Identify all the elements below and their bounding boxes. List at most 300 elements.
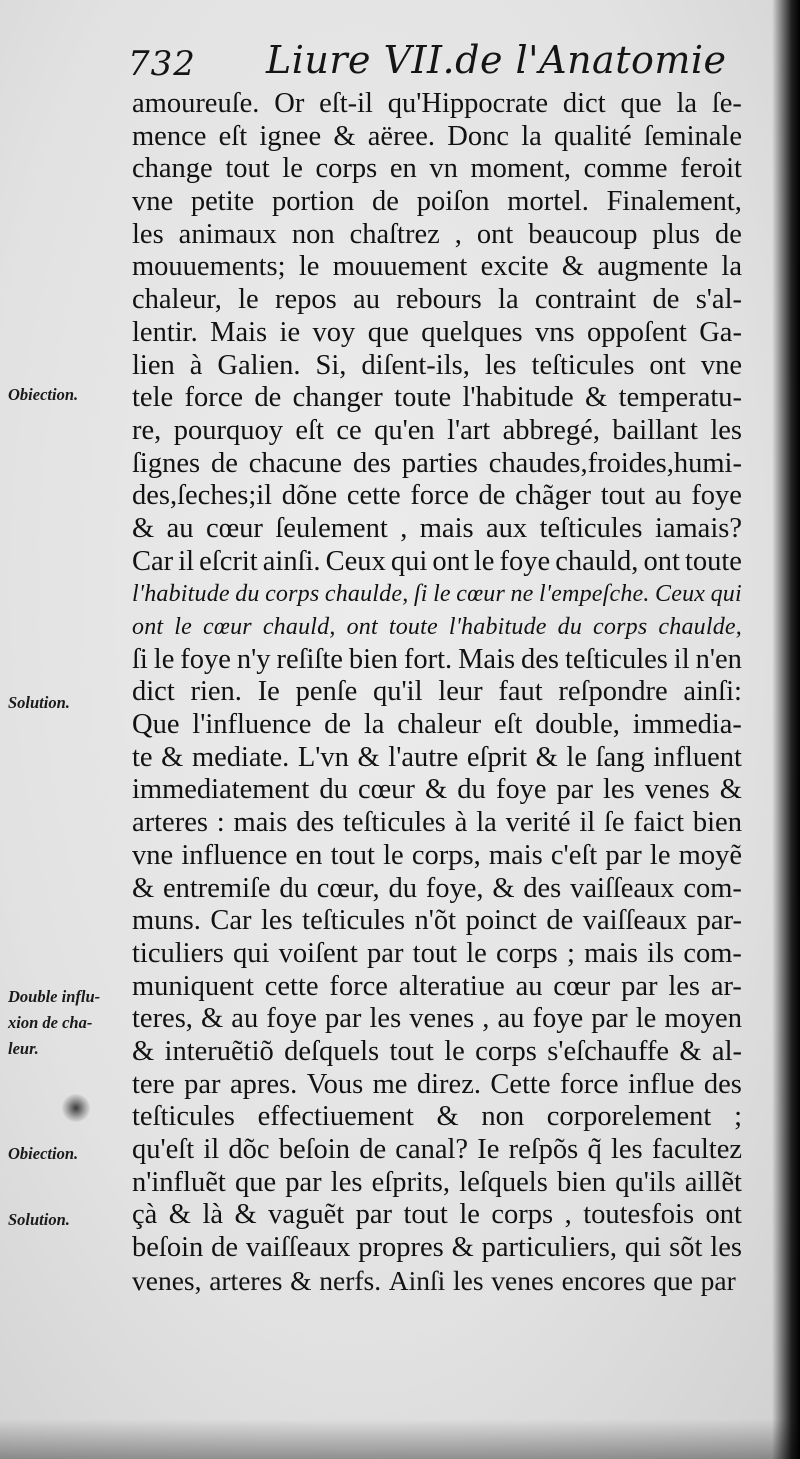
word: Ceux bbox=[325, 545, 386, 577]
word: eſprit bbox=[466, 741, 528, 773]
word: au bbox=[353, 284, 380, 316]
word: Mais bbox=[458, 643, 516, 675]
word: vne bbox=[132, 186, 174, 218]
word: al- bbox=[711, 1035, 742, 1067]
word: ſeminale bbox=[643, 120, 742, 152]
word: tout bbox=[403, 1199, 448, 1231]
word: corps bbox=[475, 1035, 537, 1067]
word: au bbox=[654, 480, 682, 512]
word: du bbox=[279, 872, 308, 904]
word: Ainſi bbox=[388, 1264, 446, 1296]
word: foye, bbox=[425, 872, 484, 904]
word: le bbox=[444, 1035, 465, 1067]
word: qu'Hippocrate bbox=[387, 88, 549, 119]
word: corps bbox=[315, 153, 378, 185]
word: il bbox=[579, 807, 596, 839]
word: de bbox=[715, 218, 742, 250]
word: les bbox=[668, 970, 700, 1002]
word: les bbox=[710, 414, 742, 446]
text-line bbox=[132, 1003, 742, 1036]
word: foye bbox=[495, 774, 547, 806]
word: moyẽ bbox=[678, 839, 742, 871]
word: , bbox=[482, 1003, 490, 1035]
word: il bbox=[203, 1134, 220, 1165]
word: influence bbox=[181, 839, 288, 871]
word: chaulde, bbox=[324, 581, 409, 608]
word: Ga- bbox=[699, 316, 742, 348]
word: mais bbox=[419, 512, 474, 544]
word: les bbox=[369, 1003, 402, 1035]
word: par- bbox=[696, 905, 742, 937]
word: aux bbox=[486, 512, 528, 544]
word: par bbox=[621, 970, 658, 1002]
word: & bbox=[290, 1264, 312, 1296]
word: de bbox=[254, 382, 282, 414]
word: beſoin bbox=[132, 1232, 204, 1264]
word: ſang bbox=[595, 741, 645, 773]
word: chauld, bbox=[555, 545, 639, 577]
word: tout bbox=[600, 480, 646, 512]
word: cœur bbox=[205, 512, 263, 544]
word: vaguẽt bbox=[268, 1199, 345, 1231]
word: parties bbox=[401, 447, 478, 479]
word: ſi bbox=[413, 581, 428, 608]
word: & bbox=[679, 1035, 702, 1067]
word: plus bbox=[652, 218, 701, 250]
text-line bbox=[132, 1167, 742, 1200]
word: la bbox=[363, 709, 385, 741]
word: ; bbox=[566, 937, 575, 969]
word: & bbox=[333, 120, 356, 152]
word: mais bbox=[233, 807, 288, 839]
word: foye bbox=[532, 1003, 584, 1035]
word: mediate. bbox=[191, 741, 290, 773]
word: lentir. bbox=[132, 316, 198, 348]
word: de bbox=[324, 709, 352, 741]
word: tere bbox=[132, 1068, 175, 1100]
text-line bbox=[132, 807, 742, 840]
word: nerfs. bbox=[319, 1264, 382, 1296]
word: muns. bbox=[132, 905, 201, 937]
word: interuẽtiõ bbox=[164, 1035, 274, 1067]
word: poiſon bbox=[416, 186, 490, 218]
margin-note-double-influxion bbox=[8, 984, 126, 1062]
text-line bbox=[132, 350, 742, 383]
word: vne bbox=[700, 349, 742, 381]
word: muniquent bbox=[132, 970, 254, 1002]
word: voy bbox=[312, 316, 356, 348]
word: l'influence bbox=[192, 709, 312, 741]
word: ſignes bbox=[132, 447, 201, 479]
word: que bbox=[653, 1264, 693, 1296]
word: chaulde, bbox=[658, 614, 742, 640]
word: Ie bbox=[257, 676, 280, 708]
word: de bbox=[359, 1134, 387, 1165]
word: vn bbox=[429, 153, 458, 185]
text-line bbox=[132, 873, 742, 906]
word: aëree. bbox=[367, 120, 435, 152]
word: moment, bbox=[470, 153, 572, 185]
word: ſi bbox=[132, 643, 148, 675]
word: bien bbox=[348, 643, 398, 675]
word: & bbox=[436, 1101, 459, 1133]
word: tout bbox=[225, 153, 270, 185]
word: corps bbox=[265, 581, 320, 608]
word: aillẽt bbox=[684, 1166, 742, 1198]
word: cette bbox=[264, 970, 319, 1002]
margin-note-solution: Solution. bbox=[8, 693, 70, 712]
word: le bbox=[282, 153, 303, 185]
word: me bbox=[372, 1068, 408, 1100]
text-line bbox=[132, 284, 742, 317]
text-line bbox=[132, 88, 742, 121]
word: lien bbox=[132, 349, 175, 381]
word: ont bbox=[132, 614, 164, 640]
word: l'empeſche. bbox=[538, 581, 650, 608]
text-line bbox=[132, 121, 742, 154]
word: mais bbox=[488, 839, 543, 871]
word: baillant bbox=[612, 414, 698, 446]
word: : bbox=[216, 807, 225, 839]
word: ont bbox=[476, 218, 514, 250]
word: le bbox=[473, 545, 495, 577]
word: corps, bbox=[411, 839, 481, 871]
word: du bbox=[235, 581, 260, 608]
word: en bbox=[295, 839, 323, 871]
word: de bbox=[478, 480, 506, 512]
word: chaleur bbox=[397, 709, 482, 741]
text-line bbox=[132, 513, 742, 546]
word: qu'eſt bbox=[132, 1134, 195, 1165]
word: le bbox=[298, 251, 320, 283]
word: reſpõs bbox=[508, 1134, 579, 1165]
word: non bbox=[291, 218, 335, 250]
word: & bbox=[719, 774, 742, 806]
margin-note-obiection-2: Obiection. bbox=[8, 1144, 79, 1163]
word: ſeulement bbox=[275, 512, 388, 544]
word: ; bbox=[734, 1101, 742, 1133]
word: moyen bbox=[664, 1003, 742, 1035]
word: & bbox=[561, 251, 585, 283]
word: les bbox=[453, 1264, 484, 1296]
word: mouuements; bbox=[132, 251, 286, 283]
word: le bbox=[174, 614, 193, 640]
margin-note-line: xion de cha- bbox=[8, 1013, 93, 1032]
word: faut bbox=[498, 676, 543, 708]
word: n'en bbox=[695, 643, 742, 675]
running-title: Liure VII.de l'Anatomie bbox=[266, 38, 727, 82]
word: le bbox=[649, 839, 671, 871]
word: & bbox=[168, 1199, 191, 1231]
word: qui bbox=[233, 937, 270, 969]
word: il bbox=[178, 545, 195, 577]
word: du bbox=[557, 614, 583, 640]
word: penſe bbox=[295, 676, 358, 708]
word: dõc bbox=[228, 1134, 270, 1165]
word: pourquoy bbox=[173, 414, 283, 446]
word: & bbox=[535, 741, 558, 773]
text-line bbox=[132, 382, 742, 415]
word: le bbox=[566, 741, 587, 773]
word: Car bbox=[210, 905, 252, 937]
word: là bbox=[202, 1199, 224, 1231]
text-line bbox=[132, 709, 742, 742]
word: du bbox=[388, 872, 417, 904]
word: tele bbox=[132, 382, 174, 414]
word: portion bbox=[271, 186, 355, 218]
word: vns bbox=[535, 316, 575, 348]
word: animaux bbox=[178, 218, 277, 250]
word: par bbox=[184, 1068, 221, 1100]
word: force bbox=[410, 480, 469, 512]
word: venes bbox=[409, 1003, 475, 1035]
word: ar- bbox=[710, 970, 742, 1002]
word: mais bbox=[584, 937, 638, 969]
word: contraint bbox=[534, 284, 637, 316]
word: chaleur, bbox=[132, 284, 222, 316]
text-line bbox=[132, 1069, 742, 1102]
margin-note-line: leur. bbox=[8, 1039, 39, 1058]
word: les bbox=[484, 349, 517, 381]
word: le bbox=[383, 839, 404, 871]
word: qu'en bbox=[374, 414, 435, 446]
word: chaudes,froides,humi- bbox=[488, 447, 742, 479]
word: apres. bbox=[229, 1068, 298, 1100]
text-line bbox=[132, 219, 742, 252]
text-line bbox=[132, 1036, 742, 1069]
word: beaucoup bbox=[528, 218, 638, 250]
word: que bbox=[620, 88, 662, 119]
word: qu'ils bbox=[615, 1166, 676, 1198]
word: au bbox=[166, 512, 194, 544]
word: Vous bbox=[306, 1068, 364, 1100]
word: changer bbox=[292, 382, 383, 414]
word: & bbox=[132, 872, 155, 904]
word: cœur, bbox=[316, 872, 380, 904]
word: bien bbox=[692, 807, 742, 839]
word: sõt bbox=[669, 1232, 703, 1264]
word: facultez bbox=[651, 1134, 742, 1165]
word: toutesfois bbox=[583, 1199, 695, 1231]
word: tout bbox=[412, 937, 457, 969]
word: ainſi: bbox=[683, 676, 742, 708]
word: corps bbox=[496, 937, 558, 969]
word: augmente bbox=[597, 251, 709, 283]
word: eſt bbox=[218, 120, 248, 152]
word: verité bbox=[505, 807, 571, 839]
word: des bbox=[523, 872, 562, 904]
word: l'art bbox=[447, 414, 491, 446]
word: n'õt bbox=[414, 905, 457, 937]
word: ſe- bbox=[711, 88, 742, 119]
word: temperatu- bbox=[618, 382, 742, 414]
word: ainſi. bbox=[262, 545, 321, 577]
word: canal? bbox=[395, 1134, 469, 1165]
word: l'habitude bbox=[132, 581, 230, 608]
word: à bbox=[454, 807, 468, 839]
word: teſticules bbox=[531, 349, 635, 381]
word: vne bbox=[132, 839, 174, 871]
word: corps bbox=[593, 614, 648, 640]
word: les bbox=[261, 905, 293, 937]
word: force bbox=[560, 1068, 619, 1100]
word: c'eſt bbox=[550, 839, 598, 871]
word: l'autre bbox=[388, 741, 459, 773]
word: Car bbox=[132, 545, 174, 577]
word: Donc bbox=[447, 120, 509, 152]
word: chaſtrez bbox=[349, 218, 440, 250]
word: reſiſte bbox=[276, 643, 343, 675]
word: corporelement bbox=[546, 1101, 712, 1133]
word: au bbox=[231, 1003, 259, 1035]
text-line bbox=[132, 251, 742, 284]
text-line-italic bbox=[132, 611, 742, 644]
word: au bbox=[515, 970, 543, 1002]
word: à bbox=[189, 349, 203, 381]
word: abbregé, bbox=[502, 414, 600, 446]
word: Mais bbox=[210, 316, 268, 348]
word: arteres bbox=[132, 807, 208, 839]
word: toute bbox=[388, 614, 438, 640]
word: des,ſeches;il bbox=[132, 480, 273, 512]
word: com- bbox=[683, 937, 742, 969]
word: qu'il bbox=[373, 676, 423, 708]
word: de bbox=[210, 447, 238, 479]
word: teſticules bbox=[564, 643, 668, 675]
word: le bbox=[466, 937, 487, 969]
word: tout bbox=[330, 839, 375, 871]
word: le bbox=[635, 1003, 657, 1035]
word: encores bbox=[561, 1264, 646, 1296]
word: , bbox=[454, 218, 462, 250]
text-line bbox=[132, 1134, 742, 1167]
word: influe bbox=[627, 1068, 695, 1100]
word: ont bbox=[705, 1199, 742, 1231]
word: cœur bbox=[357, 774, 415, 806]
word: & bbox=[492, 872, 515, 904]
word: vaiſſeaux bbox=[245, 1232, 351, 1264]
word: cœur bbox=[203, 614, 252, 640]
word: oppoſent bbox=[587, 316, 687, 348]
word: les bbox=[603, 774, 635, 806]
word: chacune bbox=[248, 447, 343, 479]
margin-note-solution-2: Solution. bbox=[8, 1210, 70, 1229]
word: diſent-ils, bbox=[361, 349, 470, 381]
word: Cette bbox=[490, 1068, 551, 1100]
word: par bbox=[367, 937, 404, 969]
word: feroit bbox=[680, 153, 742, 185]
word: Finalement, bbox=[606, 186, 742, 218]
word: voiſent bbox=[278, 937, 358, 969]
word: que bbox=[367, 316, 409, 348]
word: non bbox=[481, 1101, 525, 1133]
word: force bbox=[329, 970, 388, 1002]
word: des bbox=[352, 447, 391, 479]
word: de bbox=[372, 186, 399, 218]
word: foye bbox=[266, 1003, 317, 1035]
word: alteratiue bbox=[398, 970, 505, 1002]
word: la bbox=[521, 120, 542, 152]
word: de bbox=[546, 905, 574, 937]
text-line bbox=[132, 774, 742, 807]
word: du bbox=[319, 774, 348, 806]
word: bien bbox=[556, 1166, 607, 1198]
word: l'habitude bbox=[448, 614, 547, 640]
word: effectiuement bbox=[257, 1101, 414, 1133]
word: Ceux bbox=[655, 581, 706, 608]
word: ont bbox=[432, 545, 469, 577]
word: iamais? bbox=[654, 512, 742, 544]
word: comme bbox=[583, 153, 668, 185]
word: beſoin bbox=[278, 1134, 350, 1165]
word: petite bbox=[190, 186, 255, 218]
text-line bbox=[132, 1232, 742, 1265]
page-gutter-shadow bbox=[772, 0, 800, 1459]
word: ie bbox=[279, 316, 301, 348]
word: dict bbox=[562, 88, 606, 119]
word: le bbox=[459, 1199, 480, 1231]
word: re, bbox=[132, 414, 162, 446]
word: immediatement bbox=[132, 774, 310, 806]
margin-note-line: Double influ- bbox=[8, 987, 101, 1006]
word: change bbox=[132, 153, 213, 185]
text-line bbox=[132, 1101, 742, 1134]
word: cœur bbox=[553, 970, 611, 1002]
word: de bbox=[211, 1232, 239, 1264]
word: & bbox=[585, 382, 608, 414]
word: des bbox=[703, 1068, 742, 1100]
word: force bbox=[184, 382, 244, 414]
word: les bbox=[710, 1232, 742, 1264]
word: & bbox=[357, 741, 380, 773]
word: corps bbox=[491, 1199, 554, 1231]
word: mortel. bbox=[507, 186, 589, 218]
word: particuliers, bbox=[481, 1232, 617, 1264]
word: qui bbox=[710, 581, 742, 608]
folio-number: 732 bbox=[128, 44, 196, 84]
word: dõne bbox=[281, 480, 338, 512]
word: ont bbox=[643, 545, 680, 577]
word: s'al- bbox=[695, 284, 742, 316]
text-line bbox=[132, 153, 742, 186]
word: amoureuſe. bbox=[132, 88, 260, 119]
word: propres bbox=[358, 1232, 444, 1264]
word: venes bbox=[491, 1264, 554, 1296]
word: teſticules bbox=[343, 807, 446, 839]
word: teres, bbox=[132, 1003, 193, 1035]
word: foye bbox=[499, 545, 551, 577]
word: la bbox=[721, 251, 742, 283]
text-line bbox=[132, 415, 742, 448]
word: s'eſchauffe bbox=[547, 1035, 669, 1067]
word: quelques bbox=[421, 316, 523, 348]
word: ils bbox=[647, 937, 675, 969]
word: ne bbox=[510, 581, 534, 608]
word: Ie bbox=[477, 1134, 500, 1165]
word: & bbox=[451, 1232, 474, 1264]
word: eſt-il bbox=[319, 88, 373, 119]
word: reſpondre bbox=[558, 676, 668, 708]
word: qui bbox=[624, 1232, 662, 1264]
word: chãger bbox=[515, 480, 592, 512]
word: par bbox=[325, 1003, 362, 1035]
word: le bbox=[433, 581, 451, 608]
text-line bbox=[132, 1265, 742, 1298]
word: leſquels bbox=[459, 1166, 548, 1198]
word: eſt bbox=[295, 414, 324, 446]
text-line bbox=[132, 1199, 742, 1232]
word: rebours bbox=[396, 284, 482, 316]
